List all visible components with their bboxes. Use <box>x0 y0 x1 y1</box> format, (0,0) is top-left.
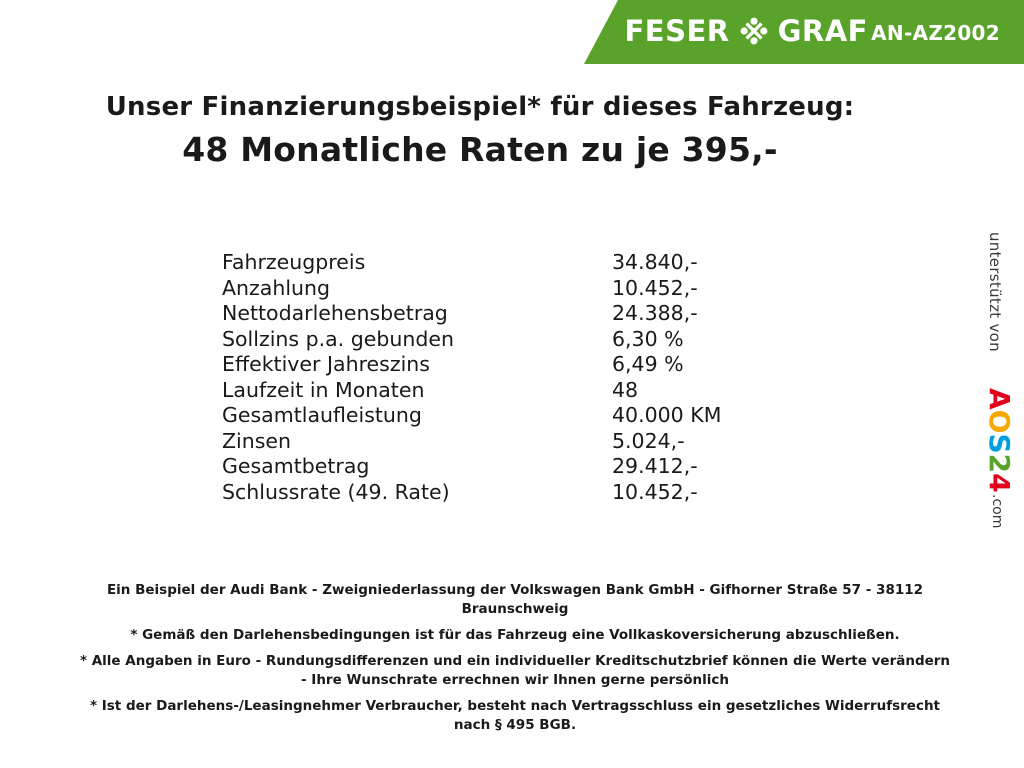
finance-details-table <box>222 252 782 507</box>
row-label: Fahrzeugpreis <box>222 250 366 274</box>
page-title <box>0 92 960 169</box>
row-label: Sollzins p.a. gebunden <box>222 326 454 351</box>
footnote-line: - Ihre Wunschrate errechnen wir Ihnen gerne persönlich <box>301 672 729 688</box>
table-row <box>222 329 782 355</box>
row-label: Effektiver Jahreszins <box>222 352 430 376</box>
row-label: Anzahlung <box>222 275 331 300</box>
row-label: Laufzeit in Monaten <box>222 377 425 402</box>
row-label: Gesamtbetrag <box>222 454 370 478</box>
supported-by-block <box>984 232 1018 552</box>
footnote-line: Ein Beispiel der Audi Bank - Zweigniederlassung der Volkswagen Bank GmbH - Gifhorner Straße 57 - 38112 <box>106 582 924 598</box>
logo-domain-suffix: .com <box>989 494 1005 529</box>
logo-letter: O <box>983 409 1016 434</box>
row-value: 40.000 KM <box>612 403 722 427</box>
footnote-line: * Alle Angaben in Euro - Rundungsdifferenzen und ein individueller Kreditschutzbrief können die Werte verändern <box>79 653 951 669</box>
row-label: Schlussrate (49. Rate) <box>222 479 450 504</box>
footnote-line: nach § 495 BGB. <box>453 717 577 733</box>
table-row <box>222 252 782 278</box>
clover-cross-icon <box>740 17 768 45</box>
row-value: 10.452,- <box>612 275 698 300</box>
logo-letter: A <box>983 388 1016 410</box>
footnote-line: * Ist der Darlehens-/Leasingnehmer Verbraucher, besteht nach Vertragsschluss ein gesetzliches Widerrufsrecht <box>89 698 941 714</box>
logo-letter: 2 <box>983 453 1016 474</box>
footnotes <box>50 582 980 736</box>
footnote-line: Braunschweig <box>461 601 569 617</box>
supported-by-label: unterstützt von <box>986 232 1004 352</box>
row-value: 48 <box>612 377 639 402</box>
row-value: 6,49 % <box>612 352 684 376</box>
table-row <box>222 431 782 457</box>
table-row <box>222 380 782 406</box>
aos24-logo <box>984 388 1014 493</box>
brand-name-second: GRAF <box>777 14 868 48</box>
footnote-line: * Gemäß den Darlehensbedingungen ist für das Fahrzeug eine Vollkaskoversicherung abzuschließen. <box>130 627 900 643</box>
table-row <box>222 278 782 304</box>
row-value: 34.840,- <box>612 250 698 274</box>
row-label: Gesamtlaufleistung <box>222 403 422 427</box>
row-value: 6,30 % <box>612 326 684 351</box>
row-value: 29.412,- <box>612 454 698 478</box>
row-label: Zinsen <box>222 428 292 453</box>
table-row <box>222 482 782 508</box>
table-row <box>222 303 782 329</box>
table-row <box>222 354 782 380</box>
row-value: 10.452,- <box>612 479 698 504</box>
brand-name-first: FESER <box>624 14 730 48</box>
table-row <box>222 456 782 482</box>
row-label: Nettodarlehensbetrag <box>222 301 448 325</box>
table-row <box>222 405 782 431</box>
vehicle-code: AN-AZ2002 <box>871 21 1000 45</box>
logo-letter: S <box>983 433 1016 454</box>
brand-logo <box>624 14 868 48</box>
row-value: 5.024,- <box>612 428 685 453</box>
logo-letter: 4 <box>983 473 1016 493</box>
row-value: 24.388,- <box>612 301 698 325</box>
title-headline: 48 Monatliche Raten zu je 395,- <box>182 130 778 169</box>
title-subline: Unser Finanzierungsbeispiel* für dieses Fahrzeug: <box>105 92 855 122</box>
page-header <box>0 0 1024 64</box>
